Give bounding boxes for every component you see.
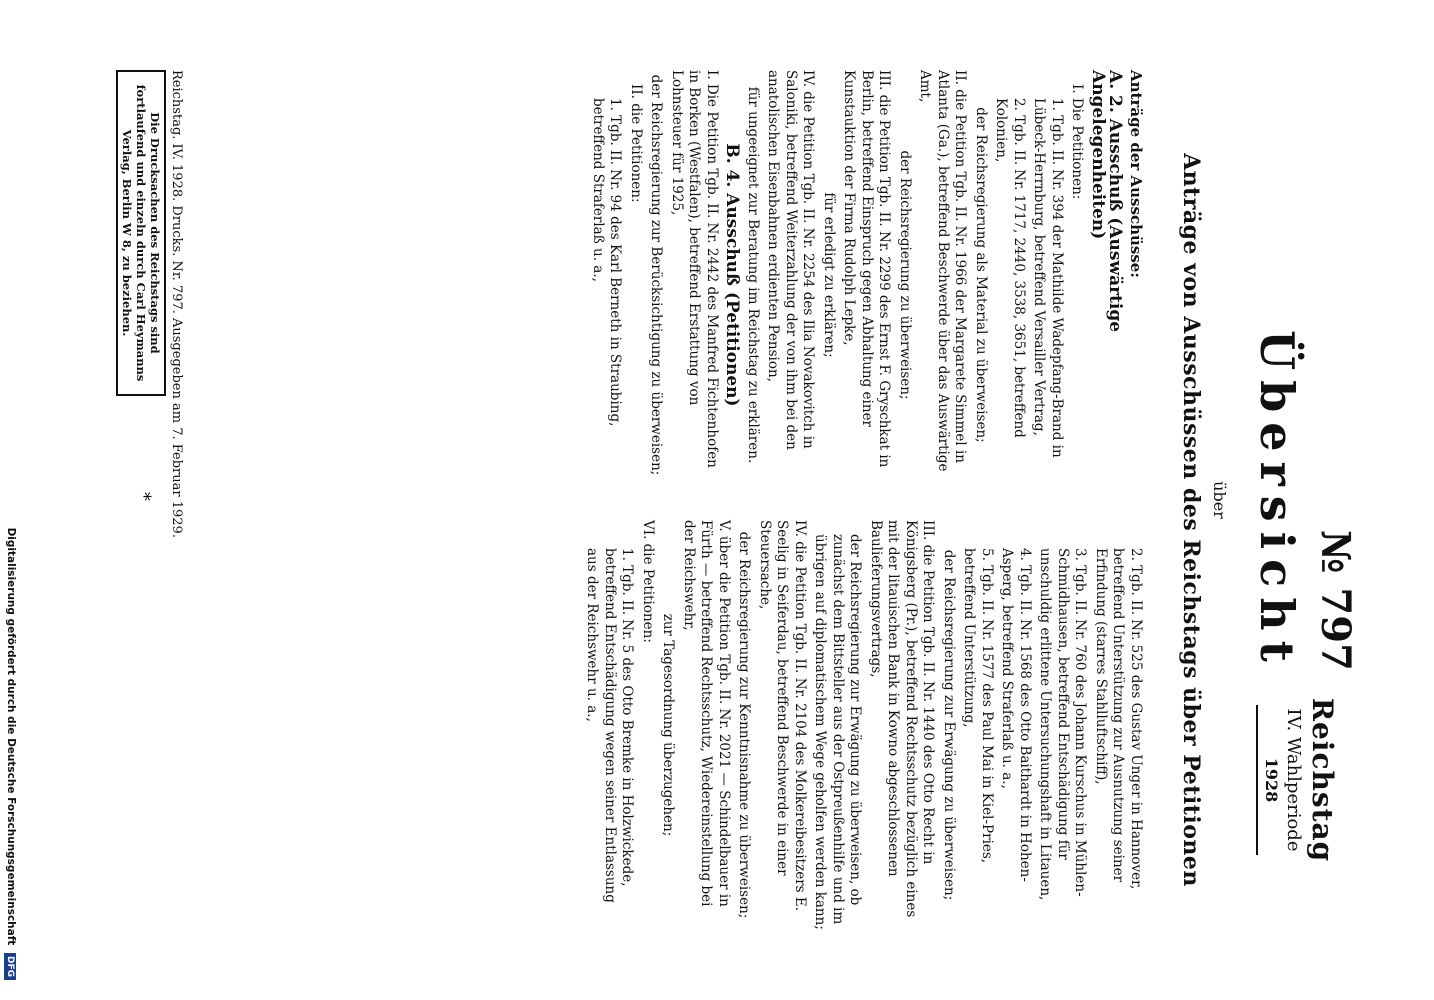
paragraph: I. Die Petition Tgb. II. Nr. 2442 des Manfred Fichtenhofen in Borken (Westfalen), betreffend Erstattung von Lohnsteuer für 1925, — [669, 70, 720, 468]
document-title: Übersicht — [1250, 330, 1304, 672]
paragraph: 1. Tgb. II. Nr. 5 des Otto Bremke in Holzwickede, betreffend Entschädigung wegen seiner Entlassung aus der Reichswehr u. a., — [584, 548, 636, 903]
section-a-title: A. 2. Ausschuß (Auswärtige Angelegenheiten) — [1088, 70, 1126, 333]
header-rule — [1256, 705, 1258, 855]
paragraph: 1. Tgb. II. Nr. 394 der Mathilde Wadepfang-Brand in Lübeck-Herrnburg, betreffend Versailler Vertrag, — [1031, 98, 1065, 458]
header-block — [1256, 650, 1339, 910]
paragraph: II. die Petition Tgb. II. Nr. 1966 der Margarete Simmel in Atlanta (Ga.), betreffend Beschwerde über das Auswärtige Amt, — [917, 70, 969, 472]
paragraph: IV. die Petition Tgb. II. Nr. 2254 des Ilia Novakovitch in Saloniki, betreffend Weiterzahlung der von ihm bei den anatolischen Eisenbahnen erdienten Pension, — [765, 70, 817, 450]
document-ueber: über — [1210, 481, 1229, 519]
decision: der Reichsregierung zur Kenntnisnahme zu überweisen; — [736, 531, 753, 919]
paragraph: VI. die Petitionen: — [640, 520, 656, 643]
paragraph: III. die Petition Tgb. II. Nr. 2299 des Ernst F. Gryschkat in Berlin, betreffend Einspruch gegen Abhaltung einer Kunstauktion der Firma Rudolph Lepke, — [841, 70, 893, 468]
header-year: 1928 — [1262, 757, 1281, 803]
paragraph: 5. Tgb. II. Nr. 1577 des Paul Mai in Kiel-Pries, betreffend Unterstützung, — [961, 548, 995, 864]
right-column — [580, 520, 1144, 930]
paragraph: 2. Tgb. II. Nr. 525 des Gustav Unger in Hannover, betreffend Unterstützung zur Ausnutzung seiner Erfindung (starres Stahlluftschiff), — [1093, 548, 1144, 890]
paragraph: III. die Petition Tgb. II. Nr. 1440 des Otto Recht in Königsberg (Pr.), betreffend Rechtsschutz bezüglich eines mit der litauischen Bank in Kowno abgeschlossenen Baulieferungsvertrags, — [868, 520, 937, 918]
decision: zur Tagesordnung überzugehen; — [660, 613, 677, 837]
paragraph: 4. Tgb. II. Nr. 1568 des Otto Baithardt in Hohen-Asperg, betreffend Straferlaß u. a., — [999, 548, 1033, 882]
decision: für ungeeignet zur Beratung im Reichstag zu erklären. — [745, 86, 761, 464]
decision: der Reichsregierung zur Erwägung zu überweisen; — [941, 549, 957, 901]
paragraph: I. Die Petitionen: — [1069, 84, 1086, 200]
decision: der Reichsregierung als Material zu überweisen; — [973, 107, 989, 443]
decision: der Reichsregierung zu überweisen; — [897, 150, 913, 400]
paragraph: IV. die Petition Tgb. II. Nr. 2104 des Molkereibesitzers E. Seelig in Seiferdau, betreffend Beschwerde in einer Steuersache, — [757, 520, 808, 912]
section-b-title: B. 4. Ausschuß (Petitionen) — [722, 143, 743, 407]
footer-notice-box: Die Drucksachen des Reichstags sind fortlaufend und einzeln durch Carl Heymanns Verlag, Berlin W 8, zu beziehen. — [116, 70, 166, 396]
paragraph: 3. Tgb. II. Nr. 760 des Johann Kurschus in Mühlen-Schmidhausen, betreffend Entschädigung für unschuldig erlittene Untersuchungshaft in Litauen, — [1037, 548, 1089, 901]
paragraph: 1. Tgb. II. Nr. 94 des Karl Berneth in Straubing, betreffend Straferlaß u. a., — [590, 98, 624, 427]
decision: der Reichsregierung zur Erwägung zu überweisen, ob zunächst dem Bittsteller aus der Ostpreußenhilfe und im übrigen auf diplomatischem Wege geholfen werden kann; — [812, 534, 864, 930]
dfg-credit-text: Digitalisierung gefördert durch die Deutsche Forschungsgemeinschaft — [5, 527, 17, 946]
paragraph: II. die Petitionen: — [628, 84, 644, 203]
header-reichstag: Reichstag — [1306, 697, 1339, 863]
dfg-credit — [4, 0, 17, 1000]
decision: der Reichsregierung zur Berücksichtigung zu überweisen; — [648, 74, 665, 476]
footer-imprint: Reichstag. IV. 1928. Drucks. Nr. 797. Ausgegeben am 7. Februar 1929. — [169, 70, 184, 538]
paragraph: 2. Tgb. II. Nr. 1717, 2440, 3538, 3651, betreffend Kolonien, — [993, 98, 1027, 438]
document-number: № 797 — [1312, 530, 1359, 671]
header-period: IV. Wahlperiode — [1283, 708, 1304, 852]
section-heading: Anträge der Ausschüsse: — [1127, 70, 1145, 278]
decision: für erledigt zu erklären; — [821, 192, 837, 358]
document-subtitle: Anträge von Ausschüssen des Reichstags über Petitionen — [1178, 153, 1204, 887]
footer-star: * — [133, 492, 154, 501]
left-column — [586, 70, 1145, 480]
paragraph: V. über die Petition Tgb. II. Nr. 2021 — Schindelbauer in Fürth — betreffend Rechtsschutz, Wiedereinstellung bei der Reichswehr, — [681, 520, 732, 907]
dfg-logo-icon: DFG — [4, 953, 16, 980]
